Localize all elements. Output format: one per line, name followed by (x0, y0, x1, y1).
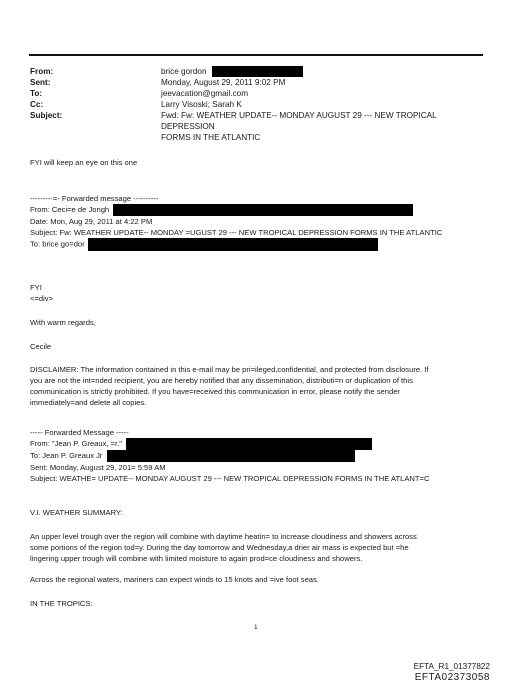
tropics-heading: IN THE TROPICS: (30, 599, 93, 608)
sent-label: Sent: (30, 78, 51, 88)
div-tag-text: <=div> (30, 294, 54, 303)
regards: With warm regards, (30, 318, 96, 327)
subject-line-1: Fwd: Fw: WEATHER UPDATE-- MONDAY AUGUST 29 --- NEW TROPICAL DEPRESSION (161, 111, 437, 132)
from-value: brice gordon (161, 67, 207, 76)
cc-row (30, 99, 490, 110)
fwd1-date: Date: Mon, Aug 29, 2011 at 4:22 PM (30, 217, 153, 226)
redaction-box (126, 438, 372, 450)
cc-value: Larry Visoski; Sarah K (161, 100, 242, 110)
fwd1-to: To: brice go=dor (30, 239, 85, 249)
from-label: From: (30, 67, 54, 76)
intro-text: FYI will keep an eye on this one (30, 158, 138, 167)
subject-row (30, 110, 490, 143)
header-rule (29, 54, 483, 56)
page-number: 1 (254, 624, 258, 631)
fwd2-title: ----- Forwarded Message ----- (30, 428, 129, 437)
to-row (30, 88, 490, 99)
fwd2-subject: Subject: WEATHE= UPDATE-- MONDAY AUGUST 29 --- NEW TROPICAL DEPRESSION FORMS IN THE ATLANT=C (30, 474, 430, 483)
email-header (30, 66, 490, 143)
fwd1-title: ---------=- Forwarded message ---------- (30, 194, 159, 203)
redaction-box (107, 450, 355, 462)
fwd2-to: To: Jean P. Greaux Jr (30, 451, 103, 460)
fyi-text: FYI (30, 283, 42, 292)
subject-line-2: FORMS IN THE ATLANTIC (161, 133, 261, 143)
summary-title: V.I. WEATHER SUMMARY: (30, 508, 123, 517)
forwarded-message-1 (30, 193, 492, 251)
fwd1-from: From: Ceci=e de Jongh (30, 205, 110, 214)
sent-row (30, 77, 490, 88)
forwarded-message-2 (30, 427, 492, 484)
redaction-box (212, 66, 303, 77)
footer-id-small: EFTA_R1_01377822 (413, 662, 490, 671)
weather-summary: An upper level trough over the region will combine with daytime heatin= to increase cloudiness and showers across some portions of the region tod=y. During the day tomorrow and Wednesday,a drier air mass is expected but =he lingering upper trough will combine with limited moisture to again prod=ce cloudiness and showers. (30, 532, 417, 563)
disclaimer: DISCLAIMER: The information contained in this e-mail may be pri=ileged,confidential, and protected from disclosure. If you are not the int=nded recipient, you are hereby notified that any dissemination, distributi=n or duplication of this communication is strictly prohibited. If you have=received this communication in error, please notify the sender immediately=and delete all copies. (30, 365, 429, 407)
fwd2-sent: Sent: Monday, August 29, 201= 5:59 AM (30, 463, 166, 472)
redaction-box (88, 238, 378, 251)
from-row (30, 66, 490, 77)
cc-label: Cc: (30, 100, 44, 110)
to-value: jeevacation@gmail.com (161, 89, 249, 99)
fyi-section (30, 282, 492, 304)
to-label: To: (30, 89, 43, 99)
regional-waters: Across the regional waters, mariners can expect winds to 15 knots and =ive foot seas. (30, 575, 319, 584)
signature-name: Cecile (30, 342, 52, 351)
subject-label: Subject: (30, 111, 63, 121)
fwd1-subject: Subject: Fw: WEATHER UPDATE-- MONDAY =UGUST 29 --- NEW TROPICAL DEPRESSION FORMS IN THE ATLANTIC (30, 228, 443, 237)
redaction-box (113, 204, 413, 216)
fwd2-from: From: "Jean P. Greaux, =r." (30, 439, 122, 448)
footer-id-big: EFTA02373058 (414, 672, 490, 683)
sent-value: Monday, August 29, 2011 9:02 PM (161, 78, 286, 88)
